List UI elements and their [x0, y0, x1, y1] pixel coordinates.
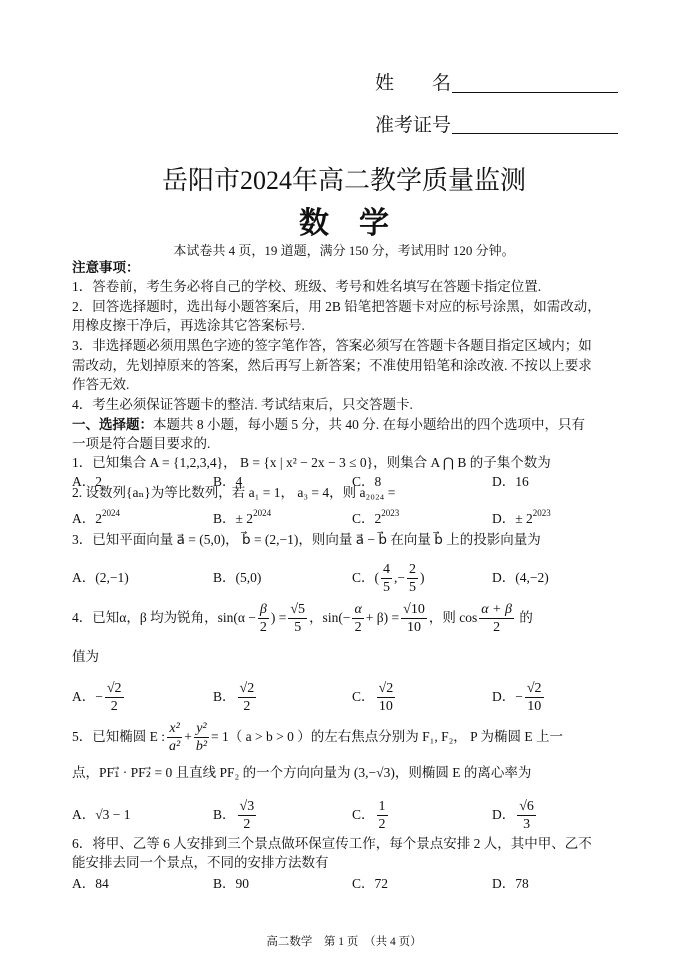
q3-option-b: B．(5,0): [213, 570, 262, 585]
question-5-cont: 点，PF₁⃗ · PF₂⃗ = 0 且直线 PF₂ 的一个方向向量为 (3,−√3)，则椭圆 E 的离心率为: [72, 765, 532, 780]
question-3: 3．已知平面向量 a⃗ = (5,0)， b⃗ = (2,−1)，则向量 a⃗ − b⃗ 在向量 b⃗ 上的投影向量为: [72, 532, 541, 547]
q2-option-d: D．± $2^{2023}$: [492, 508, 551, 526]
q4-option-a: A．− $\frac{√2}{2}$: [72, 681, 122, 715]
question-4: 4．已知α，β 均为锐角，sin(α − $\frac{\beta}{2}$ ) = $\frac{√5}{5}$ ，sin(− $\frac{\alpha}{2}$ + β) = $\frac{√10}{10}$ ，则 cos $\frac{\alpha + \beta}{2}$ 的: [72, 602, 533, 636]
q2-option-c: C．$2^{2023}$: [352, 508, 400, 526]
q1-option-d: D．16: [492, 474, 529, 489]
name-label: 姓 名: [375, 73, 452, 94]
note-line: 需改动，先划掉原来的答案，然后再写上新答案；不准使用铅笔和涂改液. 不按以上要求: [72, 358, 592, 373]
note-line: 用橡皮擦干净后，再选涂其它答案标号.: [72, 318, 305, 333]
note-line: 4．考生必须保证答题卡的整洁. 考试结束后，只交答题卡.: [72, 397, 413, 412]
q6-option-c: C．72: [352, 876, 389, 891]
exam-id-label: 准考证号: [375, 115, 452, 136]
section-text: 本题共 8 小题，每小题 5 分，共 40 分. 在每小题给出的四个选项中，只有: [153, 417, 585, 432]
q2-option-b: B．± $2^{2024}$: [213, 508, 272, 526]
page-title: 岳阳市2024年高二教学质量监测: [161, 166, 526, 195]
page-footer: 高二数学 第 1 页 （共 4 页）: [266, 936, 422, 948]
notes-title: 注意事项：: [72, 260, 140, 275]
q1-option-b: B．4: [213, 474, 243, 489]
note-line: 3．非选择题必须用黑色字迹的签字笔作答，答案必须写在答题卡各题目指定区域内；如: [72, 338, 592, 353]
q4-option-c: C． $\frac{√2}{10}$: [352, 681, 394, 715]
q1-option-a: A．2: [72, 474, 102, 489]
exam-info: 本试卷共 4 页，19 道题，满分 150 分，考试用时 120 分钟。: [173, 243, 515, 258]
q2-option-a: A．$2^{2024}$: [72, 508, 120, 526]
q3-option-d: D．(4,−2): [492, 570, 549, 585]
question-6: 6．将甲、乙等 6 人安排到三个景点做环保宣传工作，每个景点安排 2 人，其中甲、乙不: [72, 836, 592, 851]
q5-option-d: D． $\frac{√6}{3}$: [492, 799, 534, 833]
q6-option-d: D．78: [492, 876, 529, 891]
section-text-cont: 一项是符合题目要求的.: [72, 436, 211, 451]
question-1: 1．已知集合 A = {1,2,3,4}， B = {x | x² − 2x − 3 ≤ 0}，则集合 A ⋂ B 的子集个数为: [72, 455, 551, 470]
question-2: 2. 设数列{aₙ}为等比数列，若 a₁ = 1， a₃ = 4，则 a₂₀₂₄ =: [72, 485, 396, 500]
question-5: 5．已知椭圆 E : $\frac{\text{x²}}{\text{a²}}$ + $\frac{\text{y²}}{\text{b²}}$ = 1（ a > b > 0 ）的左右焦点分别为 F₁, F₂， P 为椭圆 E 上一: [72, 721, 564, 755]
question-6-cont: 能安排去同一个景点，不同的安排方法数有: [72, 855, 329, 870]
q6-option-b: B．90: [213, 876, 250, 891]
q5-option-c: C． $\frac{1}{2}$: [352, 799, 386, 833]
q6-option-a: A．84: [72, 876, 109, 891]
exam-id-blank: [452, 113, 618, 134]
section-heading: [72, 416, 585, 434]
note-line: 作答无效.: [72, 377, 130, 392]
q5-option-b: B． $\frac{√3}{2}$: [213, 799, 255, 833]
name-blank: [452, 72, 618, 93]
subject-title: 数 学: [299, 207, 389, 240]
q3-option-a: A．(2,−1): [72, 570, 129, 585]
question-4-cont: 值为: [72, 649, 99, 664]
section-label: 一、选择题：: [72, 417, 153, 432]
q1-option-c: C．8: [352, 474, 382, 489]
q4-option-d: D．− $\frac{√2}{10}$: [492, 681, 542, 715]
q5-option-a: A．√3 − 1: [72, 807, 131, 822]
q4-option-b: B． $\frac{√2}{2}$: [213, 681, 255, 715]
note-line: 2．回答选择题时，选出每小题答案后，用 2B 铅笔把答题卡对应的标号涂黑，如需改动，: [72, 299, 601, 314]
q3-option-c: C．( $\frac{4}{5}$ ,− $\frac{2}{5}$ ): [352, 562, 425, 596]
note-line: 1．答卷前，考生务必将自己的学校、班级、考号和姓名填写在答题卡指定位置.: [72, 279, 542, 294]
